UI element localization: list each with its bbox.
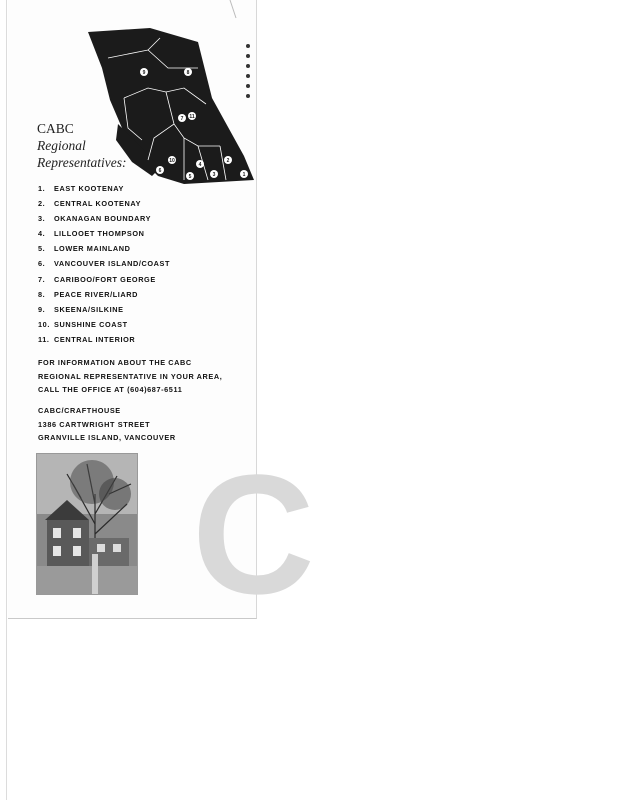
list-item: 4. LILLOOET THOMPSON	[38, 229, 145, 239]
list-item: 5. LOWER MAINLAND	[38, 244, 131, 254]
map-marker-8	[184, 68, 192, 76]
svg-text:7: 7	[180, 116, 184, 122]
info-line-2: REGIONAL REPRESENTATIVE IN YOUR AREA,	[38, 371, 223, 381]
svg-text:2: 2	[226, 158, 230, 164]
representatives-list	[38, 181, 170, 347]
svg-text:8: 8	[186, 70, 190, 76]
map-marker-9	[140, 68, 148, 76]
heading-line-3: Representatives:	[37, 155, 127, 170]
list-item: 9. SKEENA/SILKINE	[38, 304, 124, 314]
map-marker-6	[156, 166, 164, 174]
list-item: 8. PEACE RIVER/LIARD	[38, 289, 138, 299]
svg-text:1: 1	[242, 172, 246, 178]
map-marker-3	[210, 170, 218, 178]
svg-text:11: 11	[189, 114, 195, 120]
map-marker-11	[188, 112, 196, 120]
crafthouse-photo	[36, 453, 138, 595]
svg-text:C: C	[192, 440, 315, 630]
svg-text:5: 5	[188, 174, 192, 180]
heading-line-2: Regional	[37, 138, 86, 153]
representatives-heading	[37, 120, 126, 171]
address-block	[38, 404, 176, 445]
svg-text:6: 6	[158, 168, 162, 174]
map-marker-7	[178, 114, 186, 122]
contact-info	[38, 356, 222, 397]
list-item: 7. CARIBOO/FORT GEORGE	[38, 274, 156, 284]
svg-text:3: 3	[212, 172, 216, 178]
list-item: 1. EAST KOOTENAY	[38, 184, 124, 193]
decorative-letter-c	[190, 440, 315, 630]
list-item: 11. CENTRAL INTERIOR	[38, 334, 136, 344]
svg-text:9: 9	[142, 70, 146, 76]
brochure-panel	[8, 0, 315, 630]
address-line-2: 1386 CARTWRIGHT STREET	[38, 419, 151, 429]
info-line-1: FOR INFORMATION ABOUT THE CABC	[38, 358, 192, 367]
map-marker-4	[196, 160, 204, 168]
address-line-1: CABC/CRAFTHOUSE	[38, 406, 121, 415]
list-item: 6. VANCOUVER ISLAND/COAST	[38, 259, 171, 269]
list-item: 2. CENTRAL KOOTENAY	[38, 199, 142, 209]
torn-corner-icon	[226, 0, 256, 20]
page-edge	[6, 0, 7, 800]
heading-line-1: CABC	[37, 121, 74, 136]
list-item: 3. OKANAGAN BOUNDARY	[38, 214, 152, 224]
map-marker-10	[168, 156, 176, 164]
address-line-3: GRANVILLE ISLAND, VANCOUVER	[38, 433, 176, 442]
map-marker-2	[224, 156, 232, 164]
map-marker-5	[186, 172, 194, 180]
svg-text:10: 10	[169, 158, 175, 164]
list-item: 10. SUNSHINE COAST	[38, 319, 128, 329]
svg-text:4: 4	[198, 162, 202, 168]
info-line-3: CALL THE OFFICE AT (604)687-6511	[38, 385, 183, 394]
map-marker-1	[240, 170, 248, 178]
